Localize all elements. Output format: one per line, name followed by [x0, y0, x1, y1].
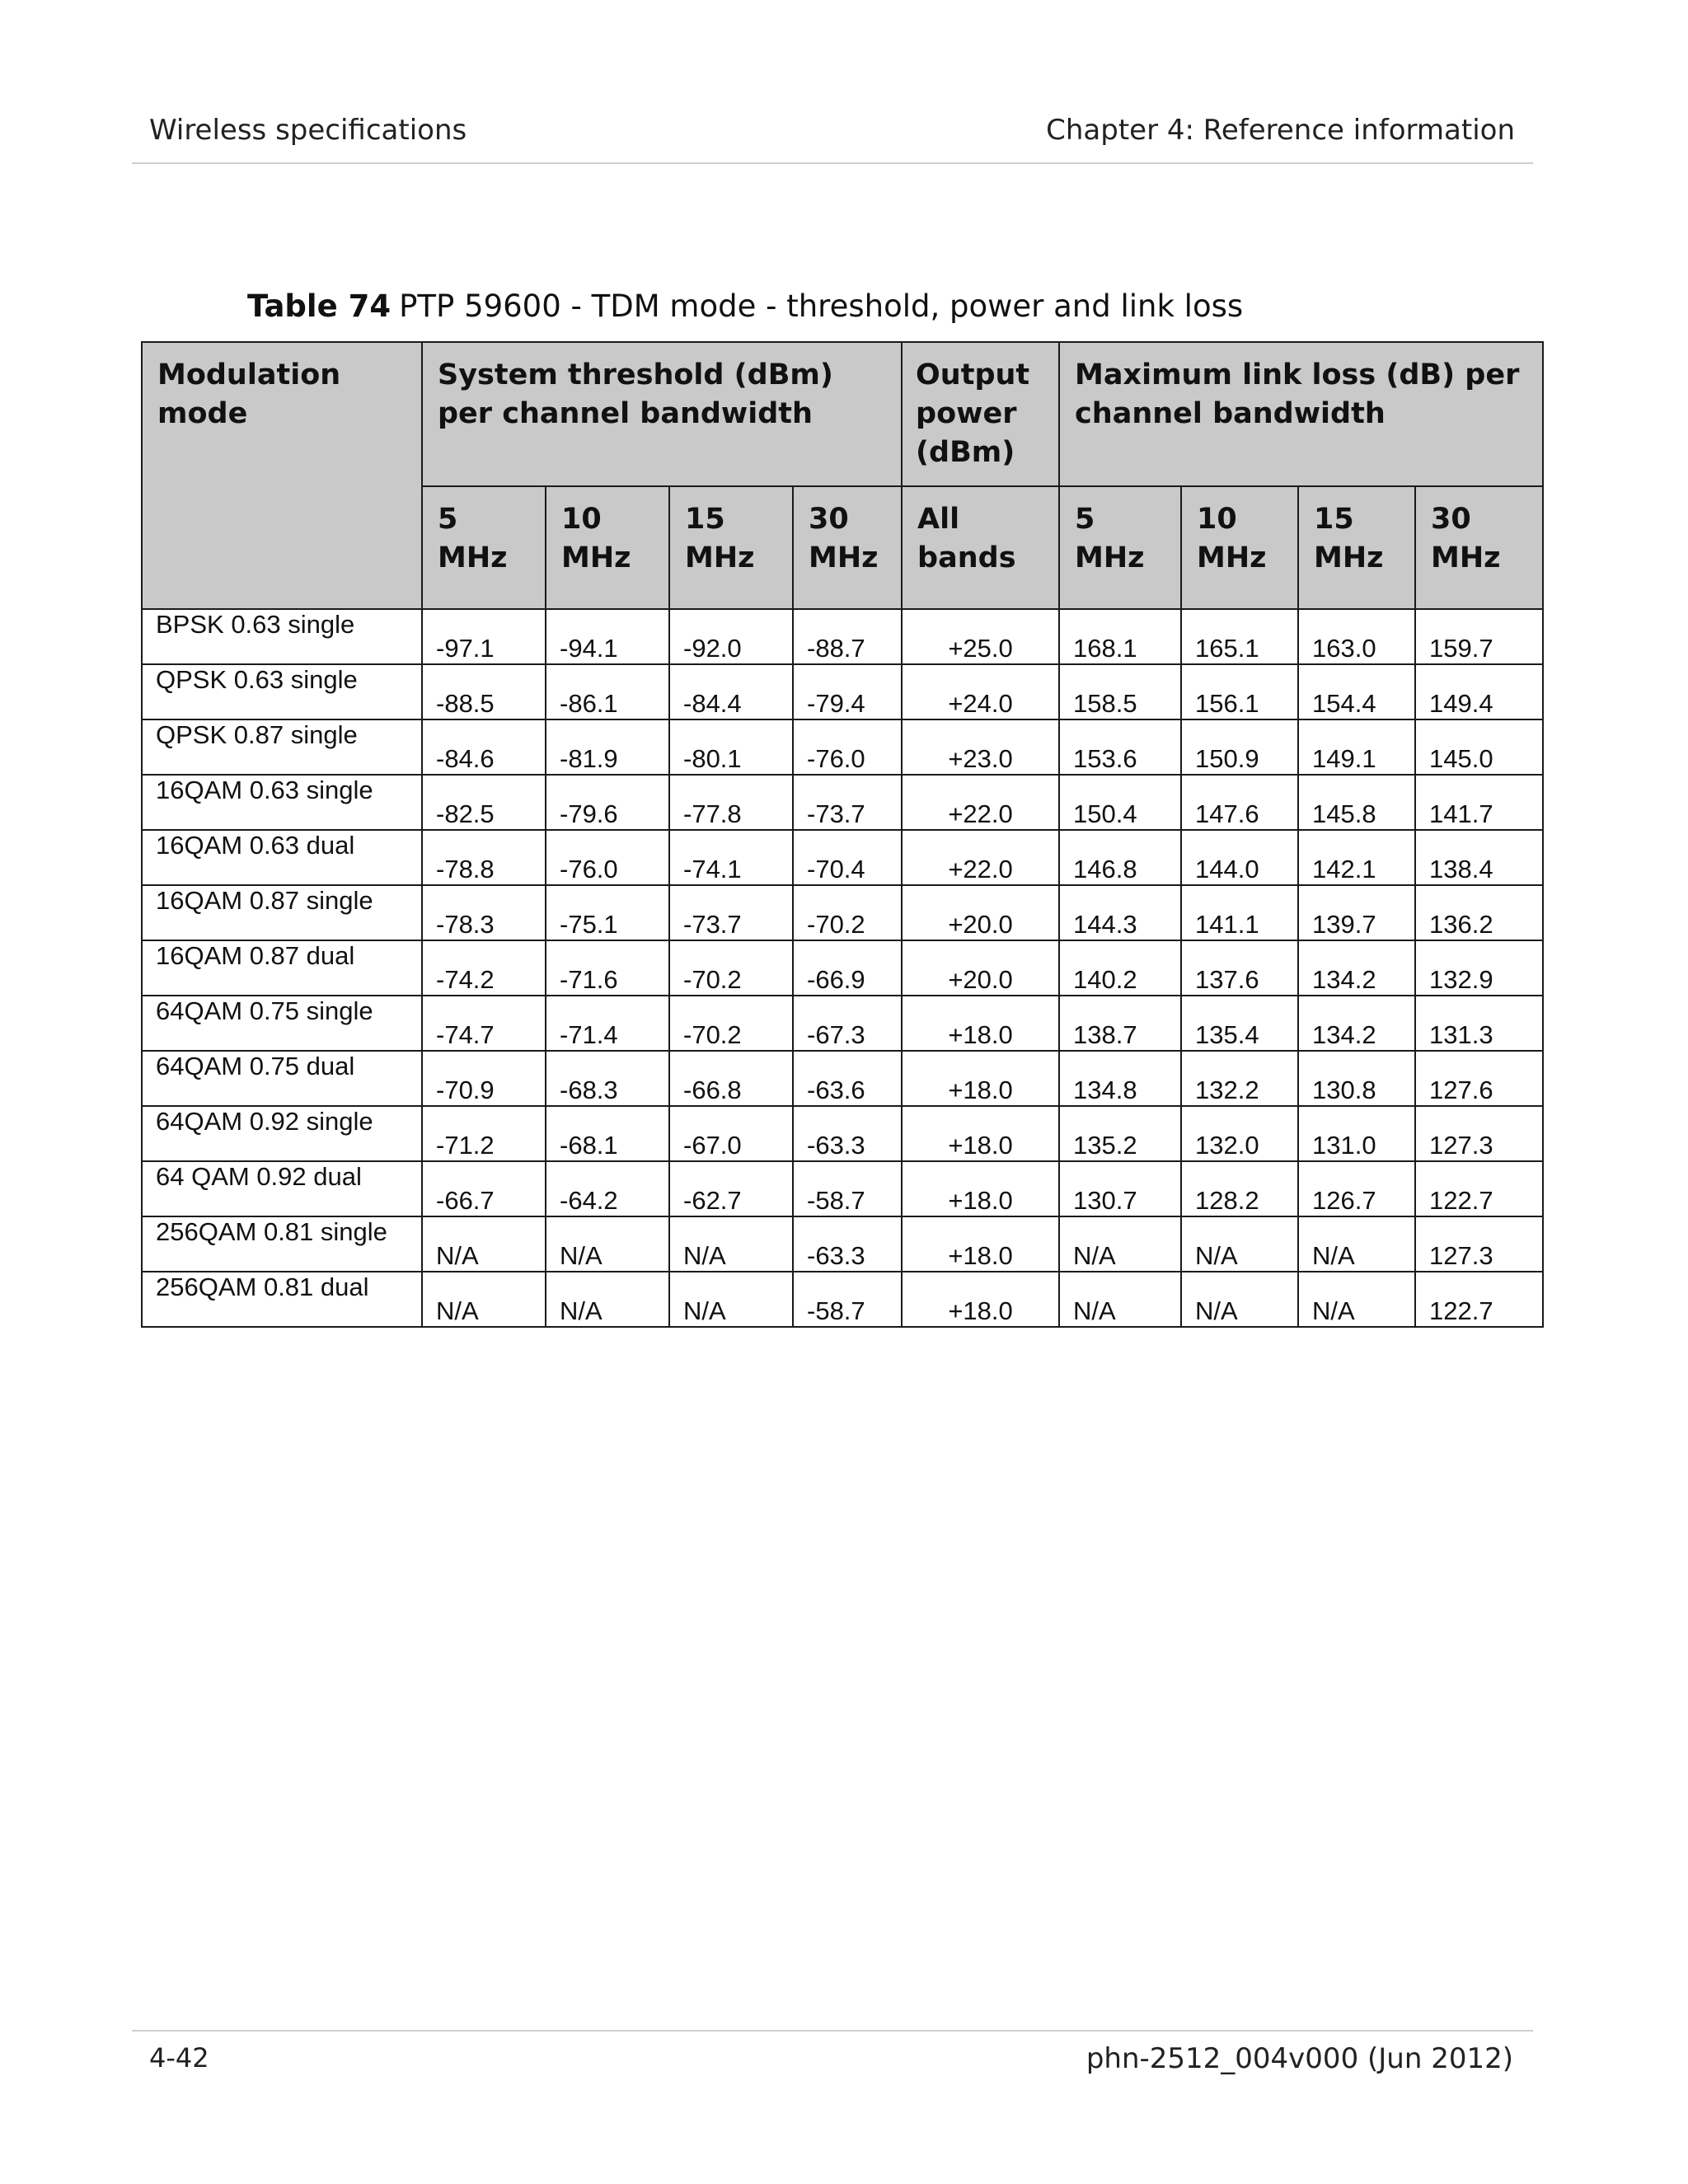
linkloss-15mhz-cell: N/A — [1298, 1272, 1415, 1327]
table-row — [142, 830, 1543, 885]
bandwidth-unit: MHz — [1314, 541, 1384, 574]
footer-divider — [132, 2030, 1533, 2032]
output-power-cell: +18.0 — [902, 1106, 1059, 1161]
linkloss-10mhz-cell: 156.1 — [1181, 664, 1298, 719]
table-row — [142, 609, 1543, 664]
modulation-cell: QPSK 0.87 single — [142, 719, 422, 775]
table-row — [142, 719, 1543, 775]
bands-unit: bands — [917, 541, 1016, 574]
bandwidth-unit: MHz — [1431, 541, 1501, 574]
linkloss-10mhz-cell: 147.6 — [1181, 775, 1298, 830]
linkloss-10mhz-cell: N/A — [1181, 1272, 1298, 1327]
threshold-5mhz-cell: -97.1 — [422, 609, 546, 664]
threshold-5mhz-cell: -71.2 — [422, 1106, 546, 1161]
threshold-5mhz-cell: N/A — [422, 1216, 546, 1272]
bandwidth-header — [1181, 486, 1298, 609]
threshold-15mhz-cell: -92.0 — [669, 609, 793, 664]
linkloss-5mhz-cell: 150.4 — [1059, 775, 1181, 830]
modulation-mode-header: Modulation mode — [142, 342, 422, 609]
linkloss-10mhz-cell: 141.1 — [1181, 885, 1298, 940]
linkloss-5mhz-cell: N/A — [1059, 1272, 1181, 1327]
table-row — [142, 940, 1543, 996]
threshold-15mhz-cell: -74.1 — [669, 830, 793, 885]
threshold-30mhz-cell: -63.3 — [793, 1106, 902, 1161]
output-power-cell: +18.0 — [902, 1051, 1059, 1106]
linkloss-15mhz-cell: 145.8 — [1298, 775, 1415, 830]
bandwidth-unit: MHz — [685, 541, 755, 574]
threshold-30mhz-cell: -63.3 — [793, 1216, 902, 1272]
threshold-10mhz-cell: N/A — [546, 1272, 669, 1327]
threshold-5mhz-cell: -70.9 — [422, 1051, 546, 1106]
output-power-cell: +20.0 — [902, 885, 1059, 940]
threshold-30mhz-cell: -63.6 — [793, 1051, 902, 1106]
max-link-loss-header: Maximum link loss (dB) per channel bandwidth — [1059, 342, 1543, 486]
output-power-cell: +25.0 — [902, 609, 1059, 664]
linkloss-30mhz-cell: 159.7 — [1415, 609, 1543, 664]
linkloss-15mhz-cell: 134.2 — [1298, 996, 1415, 1051]
modulation-cell: 64 QAM 0.92 dual — [142, 1161, 422, 1216]
threshold-10mhz-cell: -86.1 — [546, 664, 669, 719]
linkloss-30mhz-cell: 122.7 — [1415, 1161, 1543, 1216]
modulation-cell: 16QAM 0.87 single — [142, 885, 422, 940]
threshold-15mhz-cell: -80.1 — [669, 719, 793, 775]
threshold-5mhz-cell: -74.2 — [422, 940, 546, 996]
linkloss-30mhz-cell: 127.3 — [1415, 1216, 1543, 1272]
table-caption — [247, 288, 1243, 324]
running-header-section: Wireless specifications — [149, 114, 467, 147]
threshold-15mhz-cell: -62.7 — [669, 1161, 793, 1216]
group-header-row — [142, 342, 1543, 486]
linkloss-5mhz-cell: 146.8 — [1059, 830, 1181, 885]
bandwidth-header — [546, 486, 669, 609]
bandwidth-header — [1059, 486, 1181, 609]
bandwidth-value: 30 — [1431, 503, 1471, 536]
threshold-10mhz-cell: -75.1 — [546, 885, 669, 940]
modulation-cell: 64QAM 0.92 single — [142, 1106, 422, 1161]
linkloss-15mhz-cell: N/A — [1298, 1216, 1415, 1272]
threshold-15mhz-cell: -84.4 — [669, 664, 793, 719]
bandwidth-header — [1415, 486, 1543, 609]
spec-table-body — [142, 609, 1543, 1327]
linkloss-5mhz-cell: 130.7 — [1059, 1161, 1181, 1216]
modulation-cell: QPSK 0.63 single — [142, 664, 422, 719]
bandwidth-unit: MHz — [438, 541, 508, 574]
threshold-5mhz-cell: -66.7 — [422, 1161, 546, 1216]
threshold-15mhz-cell: N/A — [669, 1272, 793, 1327]
linkloss-10mhz-cell: N/A — [1181, 1216, 1298, 1272]
threshold-30mhz-cell: -79.4 — [793, 664, 902, 719]
modulation-cell: 16QAM 0.63 single — [142, 775, 422, 830]
linkloss-5mhz-cell: 140.2 — [1059, 940, 1181, 996]
document-id: phn-2512_004v000 (Jun 2012) — [1085, 2042, 1513, 2075]
linkloss-5mhz-cell: 158.5 — [1059, 664, 1181, 719]
threshold-5mhz-cell: -84.6 — [422, 719, 546, 775]
table-row — [142, 885, 1543, 940]
output-power-cell: +18.0 — [902, 996, 1059, 1051]
bands-value: All — [917, 503, 960, 536]
threshold-30mhz-cell: -58.7 — [793, 1272, 902, 1327]
threshold-5mhz-cell: N/A — [422, 1272, 546, 1327]
bandwidth-header — [422, 486, 546, 609]
output-power-header: Output power (dBm) — [902, 342, 1059, 486]
bandwidth-unit: MHz — [1075, 541, 1145, 574]
threshold-10mhz-cell: N/A — [546, 1216, 669, 1272]
bandwidth-value: 5 — [438, 503, 458, 536]
output-power-cell: +23.0 — [902, 719, 1059, 775]
threshold-10mhz-cell: -71.6 — [546, 940, 669, 996]
threshold-5mhz-cell: -78.3 — [422, 885, 546, 940]
threshold-15mhz-cell: -70.2 — [669, 940, 793, 996]
threshold-5mhz-cell: -74.7 — [422, 996, 546, 1051]
linkloss-30mhz-cell: 145.0 — [1415, 719, 1543, 775]
table-row — [142, 1161, 1543, 1216]
linkloss-30mhz-cell: 149.4 — [1415, 664, 1543, 719]
bandwidth-value: 15 — [1314, 503, 1354, 536]
bandwidth-value: 10 — [561, 503, 602, 536]
bandwidth-value: 10 — [1197, 503, 1237, 536]
linkloss-10mhz-cell: 137.6 — [1181, 940, 1298, 996]
linkloss-10mhz-cell: 132.0 — [1181, 1106, 1298, 1161]
table-row — [142, 664, 1543, 719]
modulation-cell: BPSK 0.63 single — [142, 609, 422, 664]
linkloss-15mhz-cell: 163.0 — [1298, 609, 1415, 664]
linkloss-15mhz-cell: 139.7 — [1298, 885, 1415, 940]
threshold-15mhz-cell: -67.0 — [669, 1106, 793, 1161]
threshold-5mhz-cell: -82.5 — [422, 775, 546, 830]
linkloss-30mhz-cell: 132.9 — [1415, 940, 1543, 996]
modulation-cell: 256QAM 0.81 single — [142, 1216, 422, 1272]
linkloss-10mhz-cell: 135.4 — [1181, 996, 1298, 1051]
linkloss-10mhz-cell: 150.9 — [1181, 719, 1298, 775]
linkloss-15mhz-cell: 134.2 — [1298, 940, 1415, 996]
power-bands-header — [902, 486, 1059, 609]
bandwidth-header — [669, 486, 793, 609]
output-power-cell: +18.0 — [902, 1216, 1059, 1272]
linkloss-10mhz-cell: 144.0 — [1181, 830, 1298, 885]
threshold-30mhz-cell: -70.4 — [793, 830, 902, 885]
threshold-30mhz-cell: -73.7 — [793, 775, 902, 830]
linkloss-30mhz-cell: 131.3 — [1415, 996, 1543, 1051]
page-number: 4-42 — [149, 2042, 209, 2074]
linkloss-30mhz-cell: 127.3 — [1415, 1106, 1543, 1161]
linkloss-30mhz-cell: 127.6 — [1415, 1051, 1543, 1106]
linkloss-5mhz-cell: 135.2 — [1059, 1106, 1181, 1161]
modulation-cell: 64QAM 0.75 single — [142, 996, 422, 1051]
system-threshold-header: System threshold (dBm) per channel bandwidth — [422, 342, 902, 486]
modulation-cell: 16QAM 0.87 dual — [142, 940, 422, 996]
linkloss-10mhz-cell: 132.2 — [1181, 1051, 1298, 1106]
threshold-10mhz-cell: -64.2 — [546, 1161, 669, 1216]
threshold-30mhz-cell: -58.7 — [793, 1161, 902, 1216]
linkloss-10mhz-cell: 165.1 — [1181, 609, 1298, 664]
threshold-10mhz-cell: -68.3 — [546, 1051, 669, 1106]
bandwidth-unit: MHz — [561, 541, 631, 574]
table-row — [142, 775, 1543, 830]
bandwidth-unit: MHz — [809, 541, 879, 574]
output-power-cell: +22.0 — [902, 830, 1059, 885]
bandwidth-header — [793, 486, 902, 609]
table-caption-label: Table 74 — [247, 288, 392, 324]
linkloss-5mhz-cell: 168.1 — [1059, 609, 1181, 664]
table-row — [142, 1106, 1543, 1161]
header-divider — [132, 162, 1533, 164]
linkloss-10mhz-cell: 128.2 — [1181, 1161, 1298, 1216]
linkloss-30mhz-cell: 138.4 — [1415, 830, 1543, 885]
threshold-15mhz-cell: -73.7 — [669, 885, 793, 940]
threshold-10mhz-cell: -76.0 — [546, 830, 669, 885]
threshold-15mhz-cell: -70.2 — [669, 996, 793, 1051]
output-power-cell: +22.0 — [902, 775, 1059, 830]
bandwidth-header — [1298, 486, 1415, 609]
linkloss-5mhz-cell: 153.6 — [1059, 719, 1181, 775]
linkloss-30mhz-cell: 141.7 — [1415, 775, 1543, 830]
threshold-30mhz-cell: -66.9 — [793, 940, 902, 996]
output-power-cell: +18.0 — [902, 1161, 1059, 1216]
linkloss-5mhz-cell: 144.3 — [1059, 885, 1181, 940]
bandwidth-unit: MHz — [1197, 541, 1267, 574]
threshold-10mhz-cell: -68.1 — [546, 1106, 669, 1161]
threshold-5mhz-cell: -78.8 — [422, 830, 546, 885]
linkloss-15mhz-cell: 149.1 — [1298, 719, 1415, 775]
linkloss-5mhz-cell: 134.8 — [1059, 1051, 1181, 1106]
linkloss-15mhz-cell: 131.0 — [1298, 1106, 1415, 1161]
table-row — [142, 1272, 1543, 1327]
threshold-5mhz-cell: -88.5 — [422, 664, 546, 719]
threshold-30mhz-cell: -76.0 — [793, 719, 902, 775]
linkloss-15mhz-cell: 154.4 — [1298, 664, 1415, 719]
threshold-30mhz-cell: -88.7 — [793, 609, 902, 664]
linkloss-15mhz-cell: 142.1 — [1298, 830, 1415, 885]
threshold-15mhz-cell: N/A — [669, 1216, 793, 1272]
threshold-10mhz-cell: -79.6 — [546, 775, 669, 830]
modulation-cell: 64QAM 0.75 dual — [142, 1051, 422, 1106]
threshold-10mhz-cell: -71.4 — [546, 996, 669, 1051]
threshold-30mhz-cell: -70.2 — [793, 885, 902, 940]
linkloss-5mhz-cell: N/A — [1059, 1216, 1181, 1272]
table-row — [142, 1051, 1543, 1106]
linkloss-5mhz-cell: 138.7 — [1059, 996, 1181, 1051]
table-row — [142, 996, 1543, 1051]
output-power-cell: +20.0 — [902, 940, 1059, 996]
threshold-15mhz-cell: -77.8 — [669, 775, 793, 830]
linkloss-30mhz-cell: 122.7 — [1415, 1272, 1543, 1327]
table-row — [142, 1216, 1543, 1272]
linkloss-30mhz-cell: 136.2 — [1415, 885, 1543, 940]
threshold-30mhz-cell: -67.3 — [793, 996, 902, 1051]
threshold-15mhz-cell: -66.8 — [669, 1051, 793, 1106]
threshold-10mhz-cell: -81.9 — [546, 719, 669, 775]
table-caption-text: PTP 59600 - TDM mode - threshold, power and link loss — [399, 288, 1244, 324]
bandwidth-value: 5 — [1075, 503, 1095, 536]
threshold-10mhz-cell: -94.1 — [546, 609, 669, 664]
output-power-cell: +24.0 — [902, 664, 1059, 719]
linkloss-15mhz-cell: 126.7 — [1298, 1161, 1415, 1216]
linkloss-15mhz-cell: 130.8 — [1298, 1051, 1415, 1106]
bandwidth-value: 15 — [685, 503, 725, 536]
running-header-chapter: Chapter 4: Reference information — [1046, 114, 1515, 147]
output-power-cell: +18.0 — [902, 1272, 1059, 1327]
spec-table — [141, 341, 1544, 1328]
modulation-cell: 256QAM 0.81 dual — [142, 1272, 422, 1327]
bandwidth-value: 30 — [809, 503, 849, 536]
modulation-cell: 16QAM 0.63 dual — [142, 830, 422, 885]
